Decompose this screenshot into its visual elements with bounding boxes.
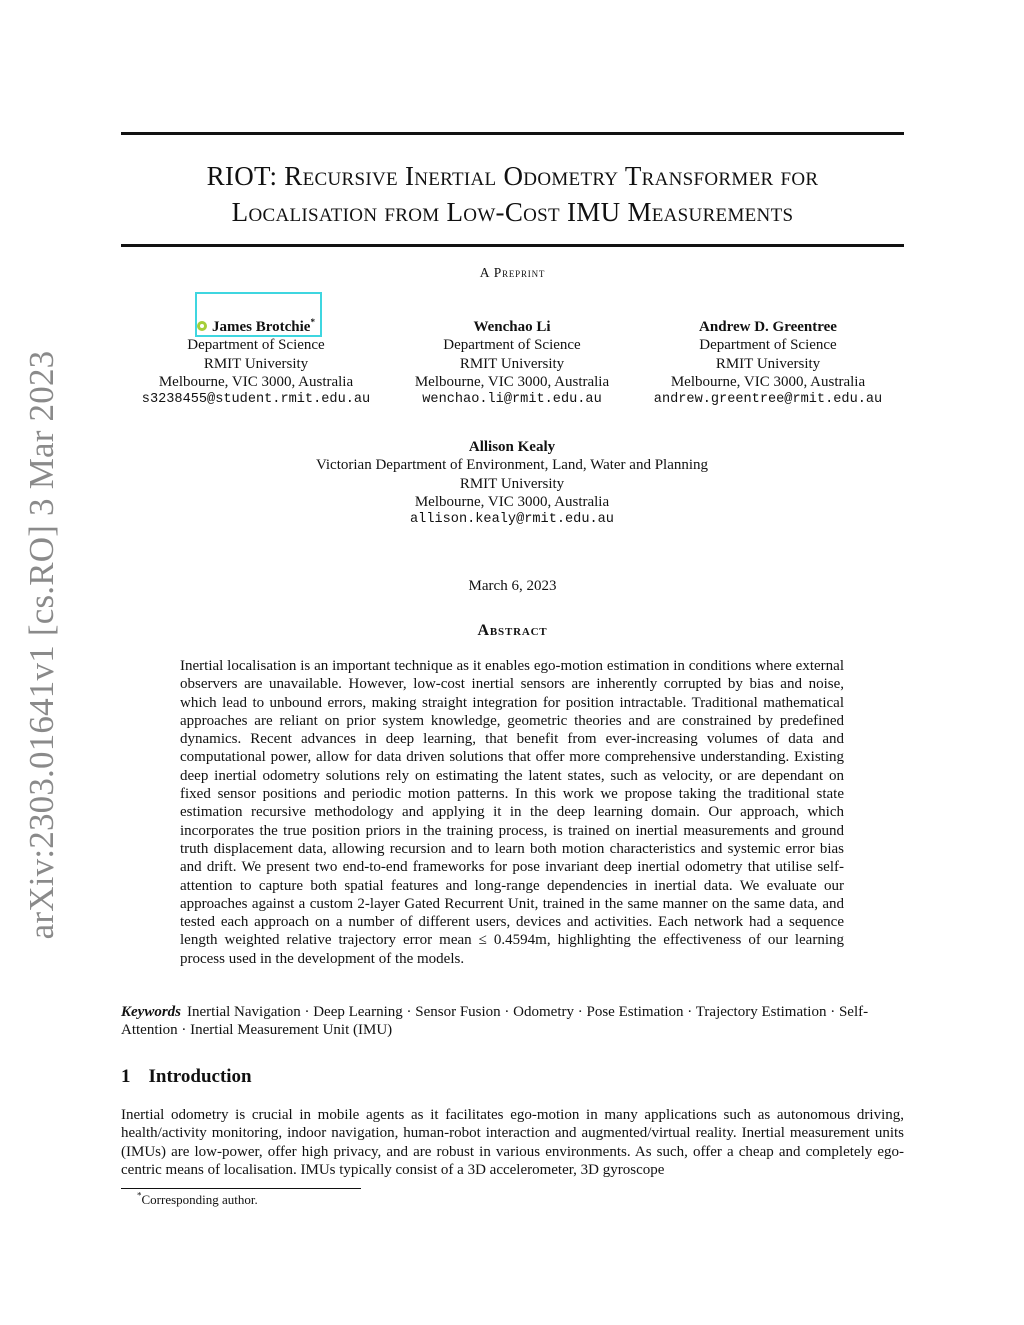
author-email[interactable]: allison.kealy@rmit.edu.au xyxy=(410,512,614,528)
author-block-2 xyxy=(391,318,633,409)
author-email[interactable]: s3238455@student.rmit.edu.au xyxy=(141,392,371,408)
author-department: Department of Science xyxy=(443,337,581,354)
paper-title xyxy=(121,158,904,230)
footnote-mark[interactable]: * xyxy=(310,317,315,327)
keywords-label: Keywords xyxy=(121,1004,181,1020)
author-department: Department of Science xyxy=(187,337,325,354)
footnote-mark: * xyxy=(137,1190,142,1201)
footnote-rule xyxy=(121,1188,361,1189)
footnote-text: Corresponding author. xyxy=(141,1192,258,1207)
footnote xyxy=(137,1192,258,1208)
author-block-4 xyxy=(250,438,774,529)
author-block-1 xyxy=(121,318,391,409)
author-name[interactable]: James Brotchie xyxy=(212,319,311,335)
title-line-1: RIOT: Recursive Inertial Odometry Transformer for xyxy=(206,161,819,191)
section-number: 1 xyxy=(121,1066,131,1087)
title-bottom-rule xyxy=(121,244,904,247)
section-title: Introduction xyxy=(148,1066,252,1087)
author-block-3 xyxy=(633,318,903,409)
abstract-heading: Abstract xyxy=(477,622,548,639)
preprint-label: A Preprint xyxy=(479,265,546,280)
section-heading xyxy=(121,1066,252,1088)
author-university: RMIT University xyxy=(715,355,821,372)
title-line-2: Localisation from Low-Cost IMU Measurements xyxy=(231,197,794,227)
author-address: Melbourne, VIC 3000, Australia xyxy=(670,373,866,390)
author-address: Melbourne, VIC 3000, Australia xyxy=(158,373,354,390)
author-name: Andrew D. Greentree xyxy=(699,319,837,335)
author-department: Department of Science xyxy=(699,337,837,354)
orcid-icon[interactable] xyxy=(197,321,207,331)
author-name: Allison Kealy xyxy=(468,439,556,455)
keywords-text: Inertial Navigation · Deep Learning · Sensor Fusion · Odometry · Pose Estimation · Trajectory Estimation · Self-Attention · Inertial Measurement Unit (IMU) xyxy=(121,1004,869,1039)
author-university: RMIT University xyxy=(459,475,565,492)
author-email[interactable]: wenchao.li@rmit.edu.au xyxy=(422,392,602,408)
keywords xyxy=(121,1003,904,1040)
arxiv-side-stamp: arXiv:2303.01641v1 [cs.RO] 3 Mar 2023 xyxy=(22,350,61,940)
introduction-text: Inertial odometry is crucial in mobile agents as it facilitates ego-motion in many applications such as autonomous driving, health/activity monitoring, indoor navigation, human-robot interaction and augmented/virtual reality. Inertial measurement units (IMUs) are low-power, offer high privacy, and are robust in various environments. As such, offer a cheap and completely ego-centric means of localisation. IMUs typically consist of a 3D accelerometer, 3D gyroscope xyxy=(121,1107,904,1178)
author-university: RMIT University xyxy=(203,355,309,372)
author-address: Melbourne, VIC 3000, Australia xyxy=(414,493,610,510)
author-name: Wenchao Li xyxy=(473,319,551,335)
author-university: RMIT University xyxy=(459,355,565,372)
author-address: Melbourne, VIC 3000, Australia xyxy=(414,373,610,390)
title-top-rule xyxy=(121,132,904,135)
abstract-text: Inertial localisation is an important technique as it enables ego-motion estimation in conditions where external observers are unavailable. However, low-cost inertial sensors are inherently corrupted by bias and noise, which lead to unbound errors, making straight integration for position intractable. Traditional mathematical approaches are reliant on prior system knowledge, geometric theories and are constrained by predefined dynamics. Recent advances in deep learning, that benefit from ever-increasing volumes of data and computational power, allow for data driven solutions that offer more comprehensive understanding. Existing deep inertial odometry solutions rely on estimating the latent states, such as velocity, or are dependant on fixed sensor positions and periodic motion patterns. In this work we propose taking the traditional state estimation recursive methodology and applying it in the deep learning domain. Our approach, which incorporates the true position priors in the training process, is trained on inertial measurements and ground truth displacement data, allowing recursion and to learn both motion characteristics and systemic error bias and drift. We present two end-to-end frameworks for pose invariant deep inertial odometry that utilise self-attention to capture both spatial features and long-range dependencies in inertial data. We evaluate our approaches against a custom 2-layer Gated Recurrent Unit, trained in the same manner on the same data, and tested each approach on a number of different users, devices and activities. Each network had a sequence length weighted relative trajectory error mean ≤ 0.4594m, highlighting the effectiveness of our learning process used in the development of the models. xyxy=(180,658,844,967)
paper-date: March 6, 2023 xyxy=(468,578,557,594)
author-email[interactable]: andrew.greentree@rmit.edu.au xyxy=(653,392,883,408)
author-department: Victorian Department of Environment, Land, Water and Planning xyxy=(315,457,709,474)
